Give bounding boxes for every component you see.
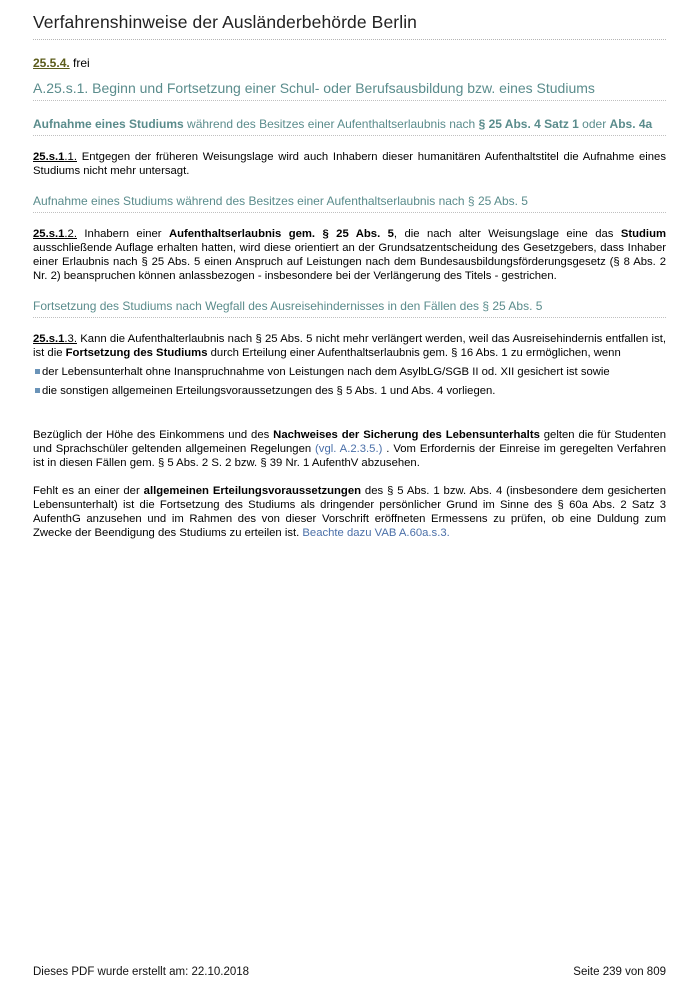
paragraph-text: Kann die Aufenthalterlaubnis nach § 25 Abs. 5 nicht mehr verlängert werden, weil das Ausreisehindernis entfallen ist, ist die <box>33 333 666 359</box>
paragraph-text: gelten die für Studenten und Sprachschüler geltenden allgemeinen Regelungen <box>33 429 667 455</box>
paragraph-number-rest: .2. <box>64 228 77 240</box>
subheading-ref: § 25 Abs. 4 Satz 1 <box>478 117 579 131</box>
bullet-square-icon <box>35 388 40 393</box>
paragraph-25s12 <box>33 227 666 283</box>
reference-link[interactable]: Beachte dazu VAB A.60a.s.3. <box>302 527 450 539</box>
footer-created-date: Dieses PDF wurde erstellt am: 22.10.2018 <box>33 966 250 978</box>
paragraph-text: Entgegen der früheren Weisungslage wird auch Inhabern dieser humanitären Aufenthaltstitel die Aufnahme eines Studiums nicht mehr untersagt. <box>33 151 666 177</box>
section-line <box>33 56 666 70</box>
subheading-study-continuation: Fortsetzung des Studiums nach Wegfall des Ausreisehindernisses in den Fällen des § 25 Abs. 5 <box>33 299 666 318</box>
list-item-text: die sonstigen allgemeinen Erteilungsvoraussetzungen des § 5 Abs. 1 und Abs. 4 vorliegen. <box>42 385 496 397</box>
paragraph-text: ausschließende Auflage erhalten hatten, wird diese orientiert an der Grundsatzentscheidung des Gesetzgebers, dass Inhaber einer Erlaubnis nach § 25 Abs. 5 einen Anspruch auf Leistungen nach dem Bundesausbildungsförderungsgesetz (§ 8 Abs. 2 Nr. 2) beanspruchen können anlassbezogen - insbesondere bei der Verlängerung des Titels - gestrichen. <box>33 242 666 282</box>
paragraph-text: Bezüglich der Höhe des Einkommens und des <box>33 429 274 441</box>
subheading-bold-start: Aufnahme eines Studiums <box>33 117 184 131</box>
paragraph-text: , die nach alter Weisungslage eine das <box>393 228 621 240</box>
footer-page-number: Seite 239 von 809 <box>573 966 666 978</box>
paragraph-25s11 <box>33 150 666 178</box>
page-footer <box>33 966 666 978</box>
paragraph-number-bold: 25.s.1 <box>33 333 65 345</box>
paragraph-number-bold: 25.s.1 <box>33 228 65 240</box>
paragraph-text: . Vom Erfordernis der Einreise im geregelten Verfahren ist in diesen Fällen gem. § 5 Abs. 2 S. 2 bzw. § 39 Nr. 1 AufenthV abzusehen. <box>33 443 667 469</box>
paragraph-bold: Fortsetzung des Studiums <box>65 347 208 359</box>
list-item <box>33 384 666 398</box>
paragraph-bold: Studium <box>620 228 667 240</box>
subheading-study-admission-25-5: Aufnahme eines Studiums während des Besitzes einer Aufenthaltserlaubnis nach § 25 Abs. 5 <box>33 194 666 213</box>
list-item <box>33 365 666 379</box>
list-item-text: der Lebensunterhalt ohne Inanspruchnahme von Leistungen nach dem AsylbLG/SGB II od. XII gesichert ist sowie <box>42 366 610 378</box>
paragraph-requirements <box>33 484 666 540</box>
paragraph-number <box>33 228 77 240</box>
subheading-ref2: Abs. 4a <box>609 117 653 131</box>
subheading-mid: während des Besitzes einer Aufenthaltserlaubnis nach <box>183 117 479 131</box>
paragraph-number <box>33 151 77 163</box>
section-status: frei <box>73 56 90 70</box>
condition-list <box>33 365 666 398</box>
document-page <box>33 0 666 540</box>
paragraph-bold: Aufenthaltserlaubnis gem. § 25 Abs. 5 <box>168 228 394 240</box>
bullet-square-icon <box>35 369 40 374</box>
paragraph-number <box>33 333 77 345</box>
paragraph-bold: allgemeinen Erteilungsvoraussetzungen <box>143 485 362 497</box>
paragraph-number-rest: .3. <box>64 333 77 345</box>
reference-link[interactable]: (vgl. A.2.3.5.) <box>315 443 383 455</box>
paragraph-text: Fehlt es an einer der <box>33 485 144 497</box>
section-title: A.25.s.1. Beginn und Fortsetzung einer Schul- oder Berufsausbildung bzw. eines Studiums <box>33 80 666 101</box>
paragraph-25s13 <box>33 332 666 360</box>
paragraph-number-rest: .1. <box>64 151 77 163</box>
paragraph-bold: Nachweises der Sicherung des Lebensunterhalts <box>273 429 540 441</box>
section-number: 25.5.4. <box>33 56 70 70</box>
subheading-or: oder <box>578 117 610 131</box>
paragraph-text: Inhabern einer <box>76 228 169 240</box>
paragraph-text: des § 5 Abs. 1 bzw. Abs. 4 (insbesondere dem gesicherten Lebensunterhalt) ist die Fortsetzung des Studiums als dringender persönlicher Grund im Sinne des § 60a Abs. 2 Satz 3 AufenthG anzusehen und im Rahmen des von dieser Vorschrift eröffneten Ermessens zu prüfen, ob eine Duldung zum Zwecke der Beendigung des Studiums zu erteilen ist. <box>33 485 666 539</box>
paragraph-income <box>33 428 666 470</box>
paragraph-number-bold: 25.s.1 <box>33 151 65 163</box>
paragraph-text: durch Erteilung einer Aufenthaltserlaubnis gem. § 16 Abs. 1 zu ermöglichen, wenn <box>207 347 621 359</box>
page-title: Verfahrenshinweise der Ausländerbehörde Berlin <box>33 12 666 40</box>
subheading-study-admission-25-4 <box>33 117 666 136</box>
